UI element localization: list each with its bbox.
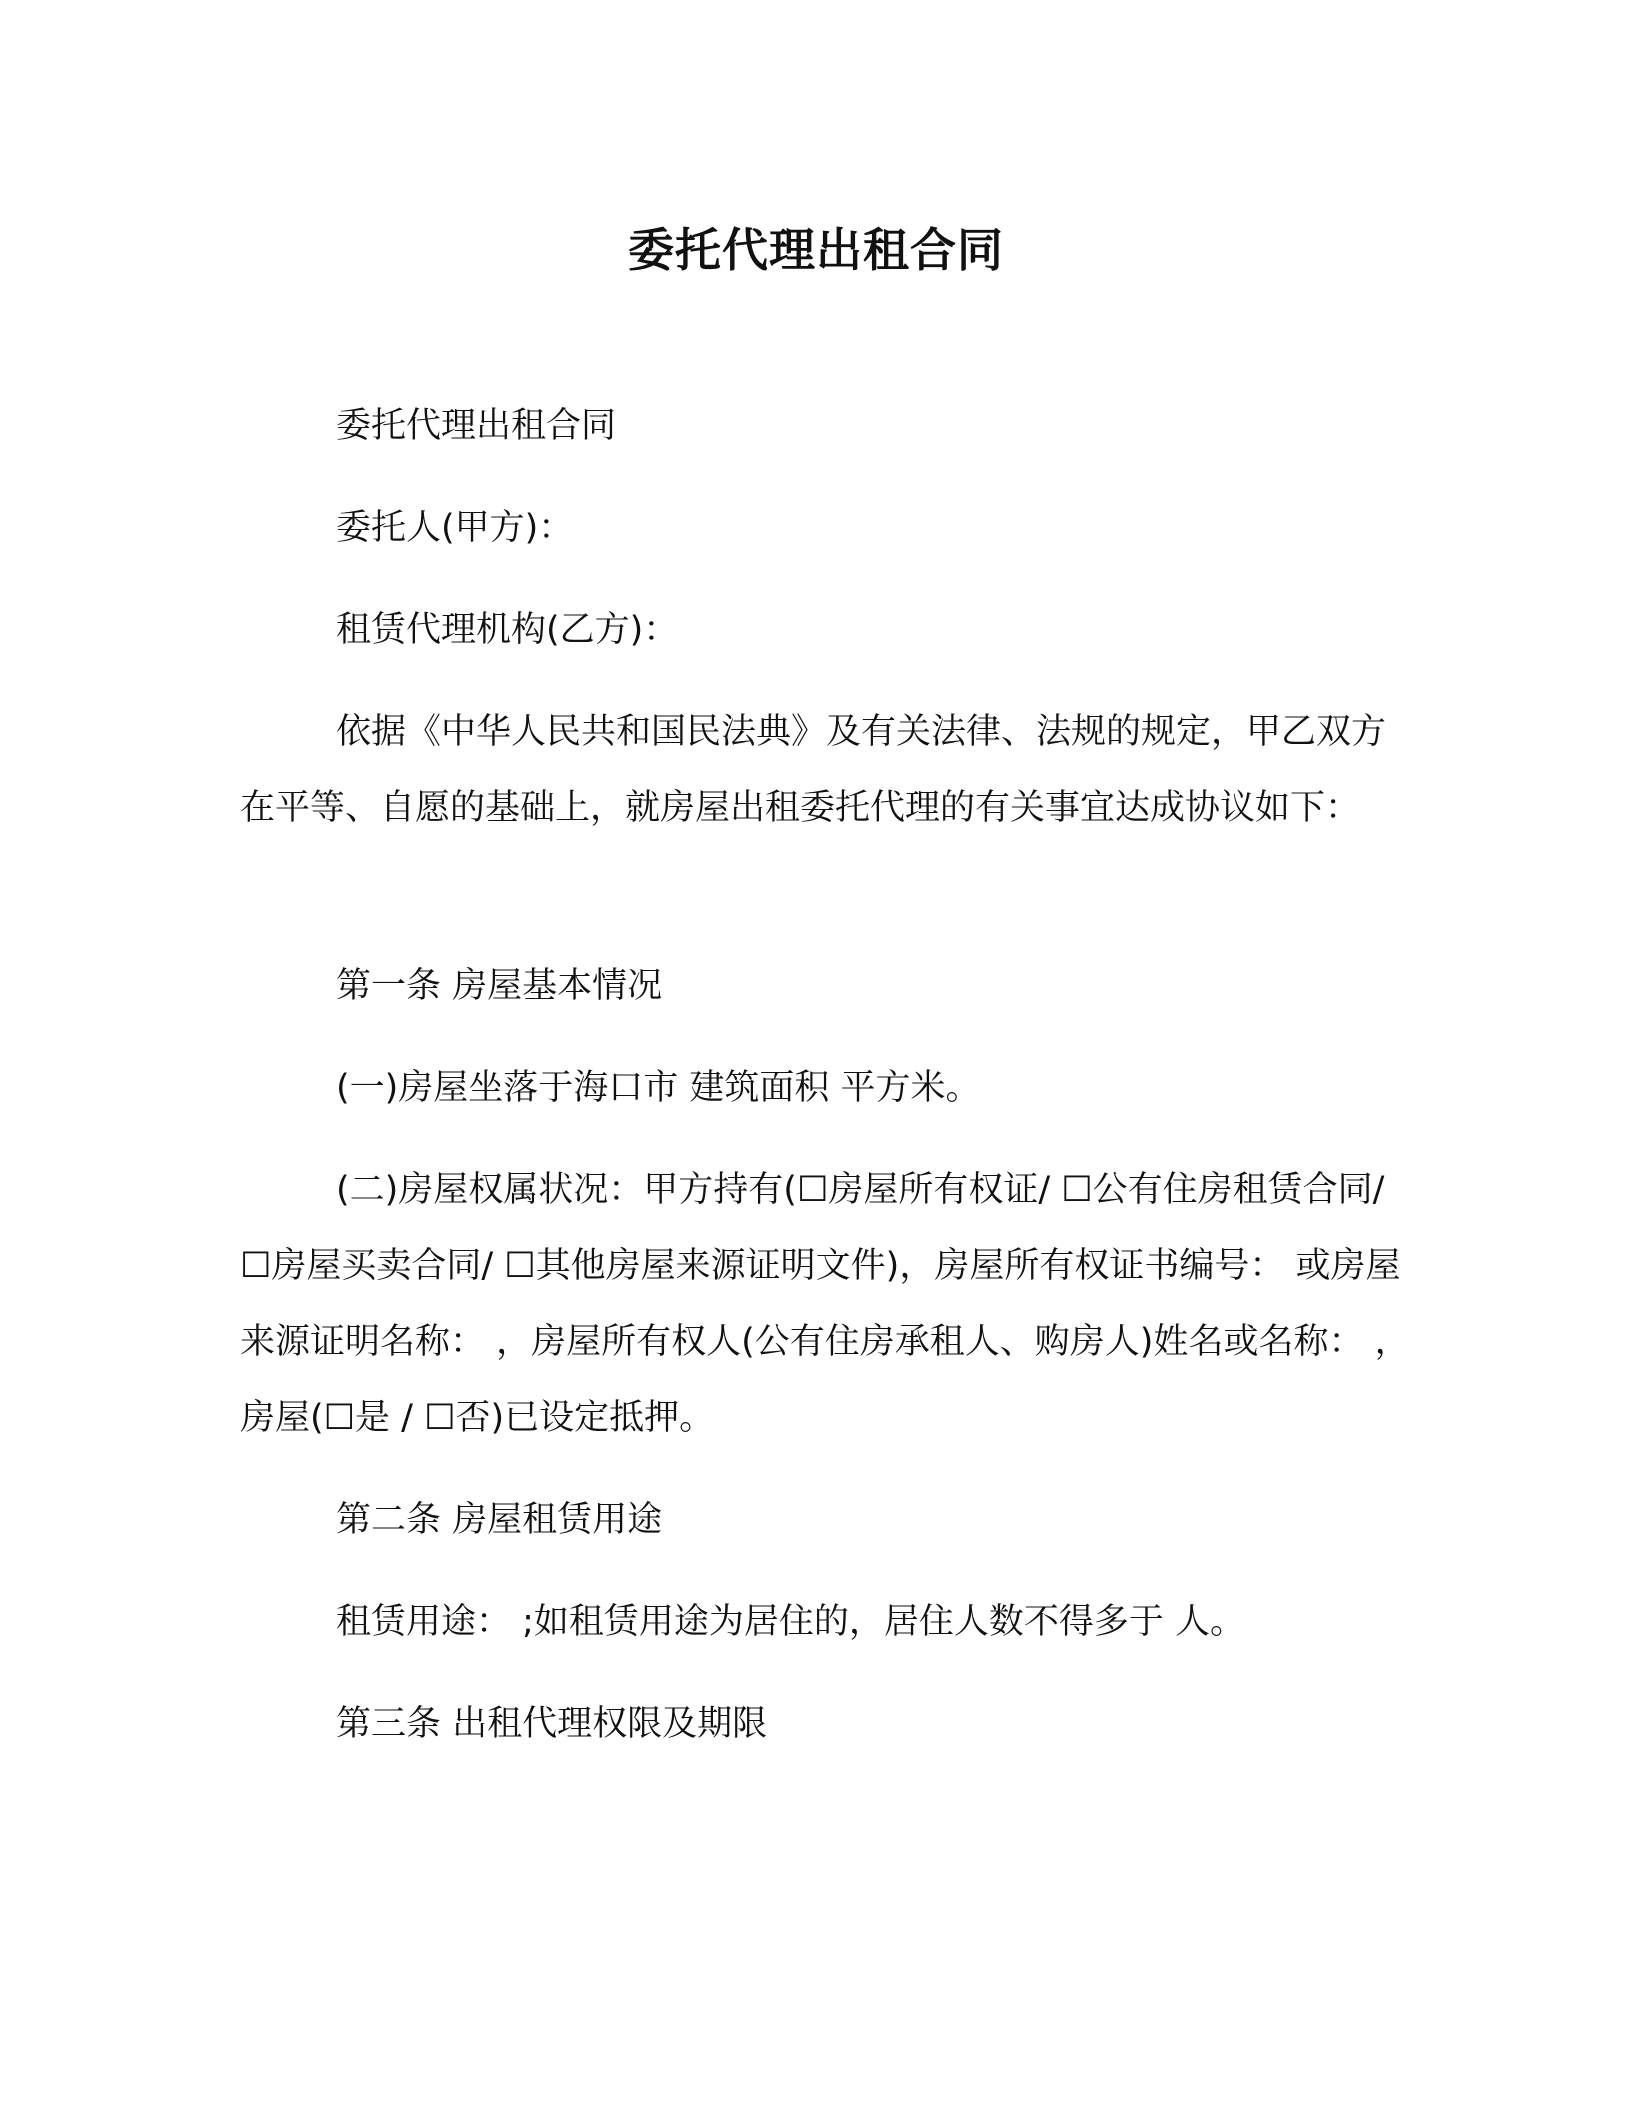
document-title: 委托代理出租合同: [628, 223, 1004, 277]
paragraph-preamble: 依据《中华人民共和国民法典》及有关法律、法规的规定，甲乙双方在平等、自愿的基础上，就房屋出租委托代理的有关事宜达成协议如下：: [240, 712, 1387, 828]
paragraph-article-3-heading: 第三条 出租代理权限及期限: [336, 1704, 768, 1744]
paragraph-article-1-heading: 第一条 房屋基本情况: [336, 966, 663, 1006]
paragraph-article-2-heading: 第二条 房屋租赁用途: [336, 1500, 663, 1540]
paragraph-article-1-item-1: (一)房屋坐落于海口市 建筑面积 平方米。: [336, 1068, 981, 1108]
paragraph-party-b: 租赁代理机构(乙方)：: [336, 610, 679, 650]
paragraph-party-a: 委托人(甲方)：: [336, 508, 574, 548]
paragraph-article-1-item-2: (二)房屋权属状况：甲方持有(☐房屋所有权证/ ☐公有住房租赁合同/ ☐房屋买卖合同/ ☐其他房屋来源证明文件)，房屋所有权证书编号： 或房屋来源证明名称： ，房屋所有权人(公有住房承租人、购房人)姓名或名称： ，房屋(☐是 / ☐否)已设定抵押。: [240, 1170, 1410, 1438]
paragraph-heading: 委托代理出租合同: [336, 406, 617, 446]
paragraph-article-2-content: 租赁用途： ;如租赁用途为居住的，居住人数不得多于 人。: [336, 1602, 1246, 1642]
